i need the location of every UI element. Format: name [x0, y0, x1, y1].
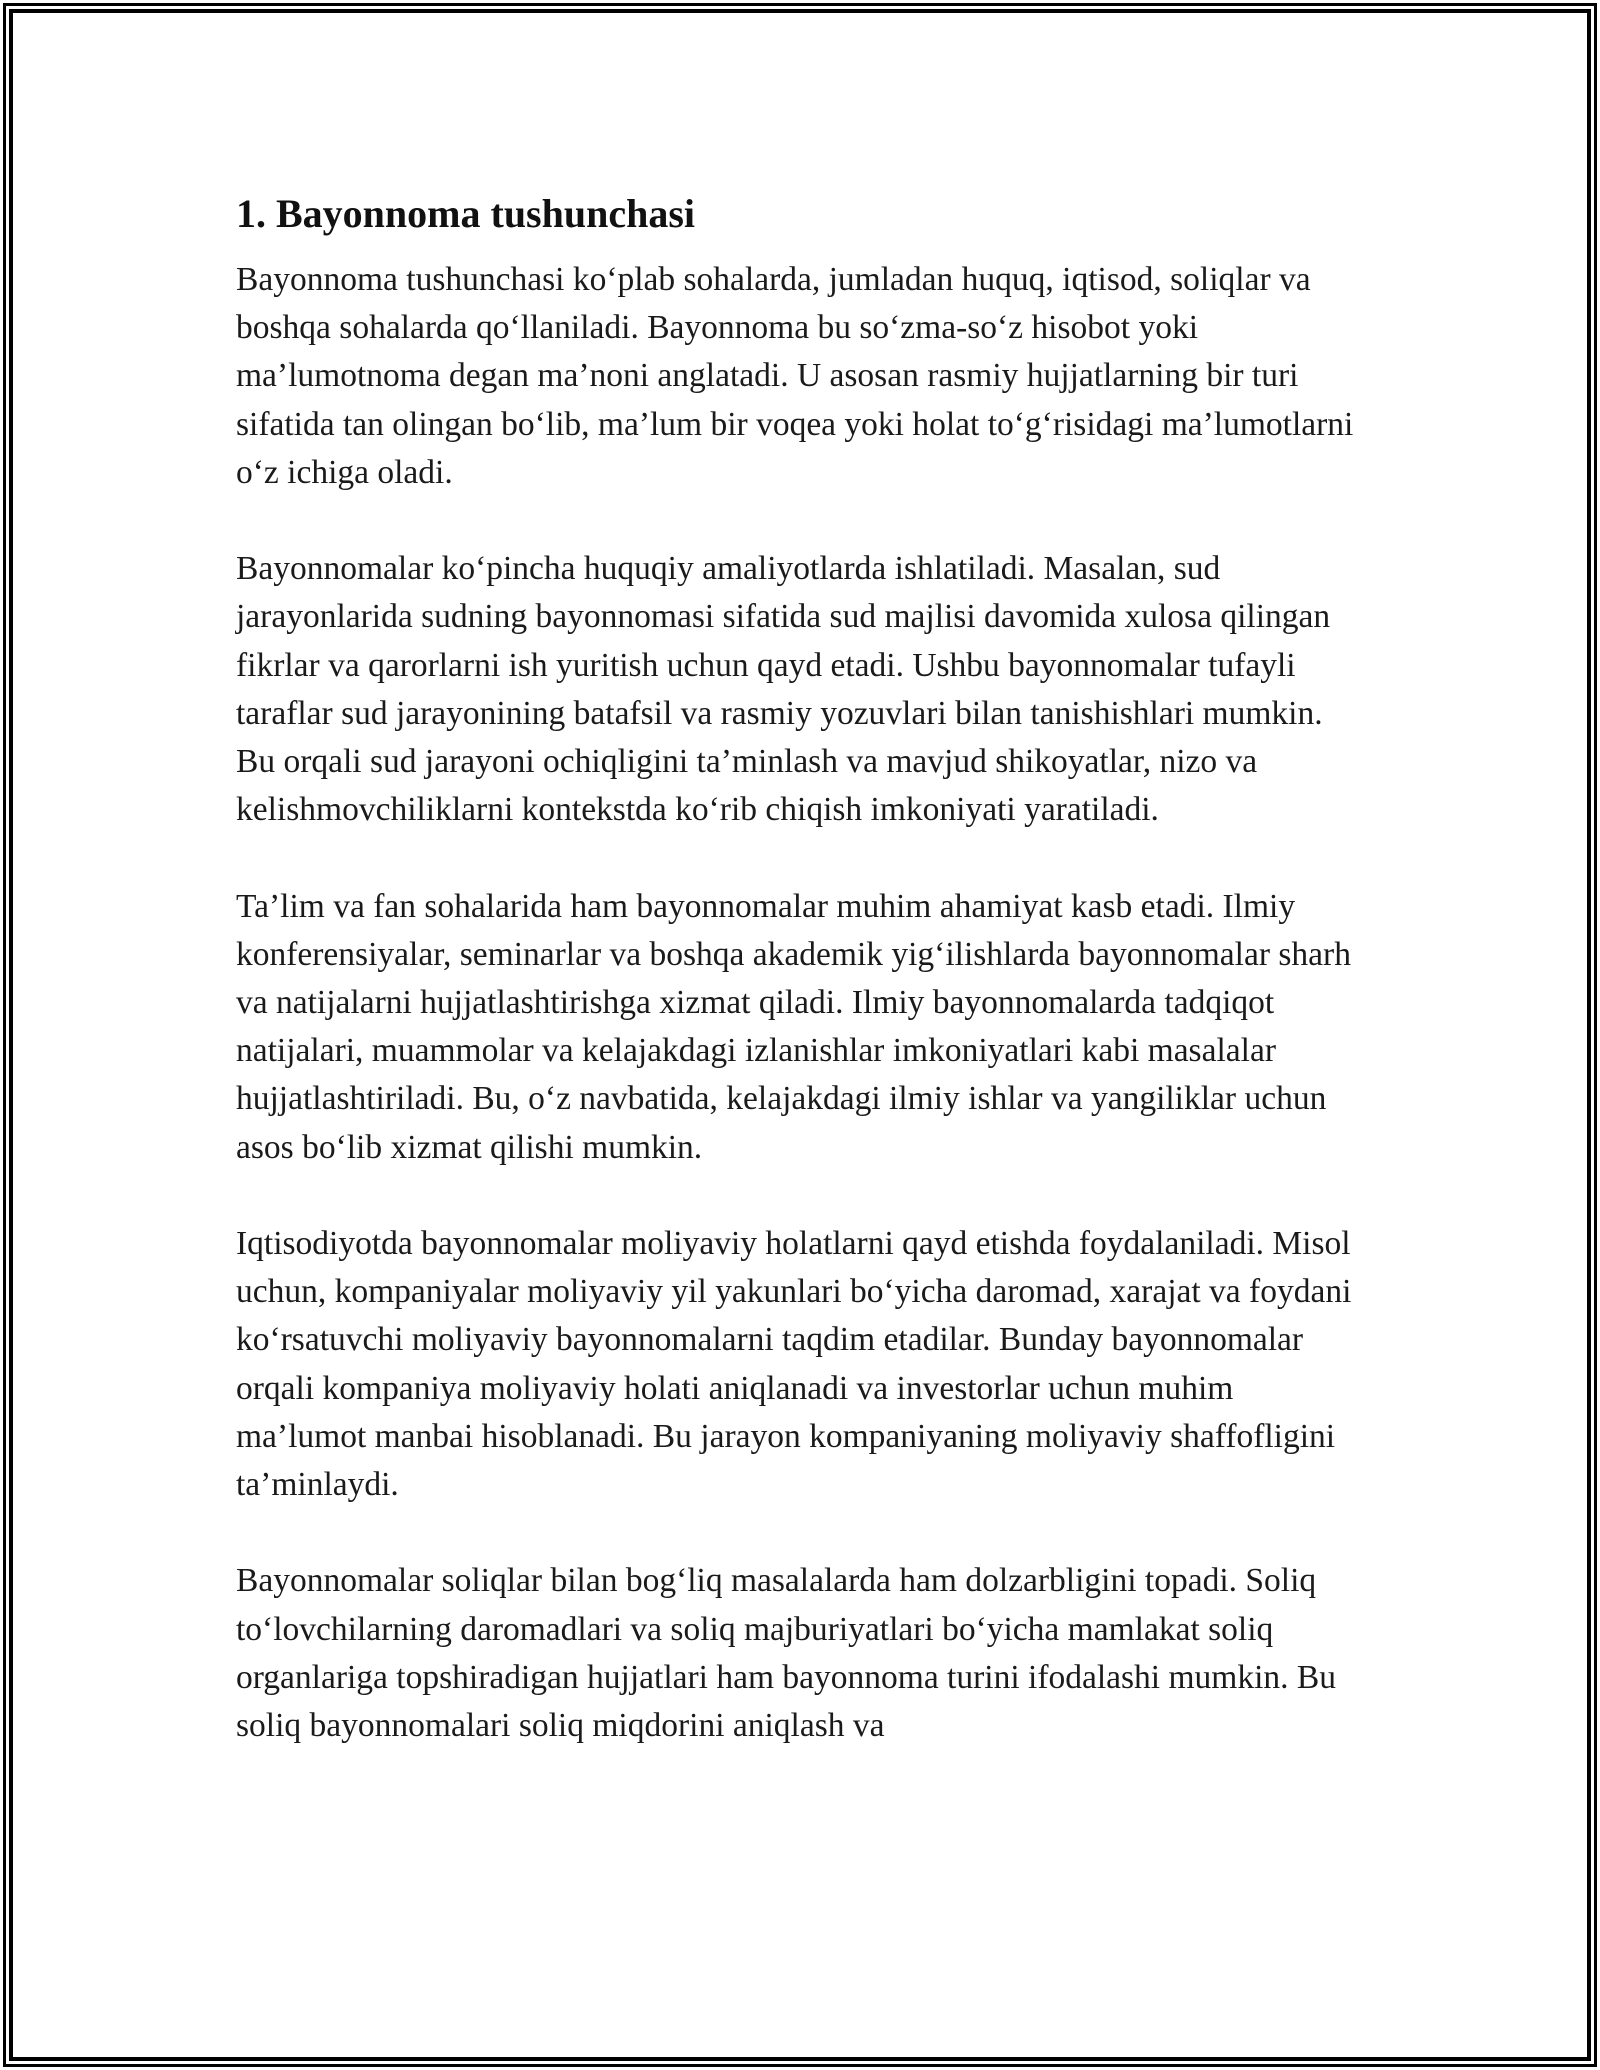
paragraph-legal: Bayonnomalar ko‘pincha huquqiy amaliyotlarda ishlatiladi. Masalan, sud jarayonlarida sudning bayonnomasi sifatida sud majlisi davomida xulosa qilingan fikrlar va qarorlarni ish yuritish uchun qayd etadi. Ushbu bayonnomalar tufayli taraflar sud jarayonining batafsil va rasmiy yozuvlari bilan tanishishlari mumkin. Bu orqali sud jarayoni ochiqligini ta’minlash va mavjud shikoyatlar, nizo va kelishmovchiliklarni kontekstda ko‘rib chiqish imkoniyati yaratiladi.	[236, 550, 1331, 829]
paragraph-economy: Iqtisodiyotda bayonnomalar moliyaviy holatlarni qayd etishda foydalaniladi. Misol uchun, kompaniyalar moliyaviy yil yakunlari bo‘yicha daromad, xarajat va foydani ko‘rsatuvchi moliyaviy bayonnomalarni taqdim etadilar. Bunday bayonnomalar orqali kompaniya moliyaviy holati aniqlanadi va investorlar uchun muhim ma’lumot manbai hisoblanadi. Bu jarayon kompaniyaning moliyaviy shaffofligini ta’minlaydi.	[236, 1225, 1352, 1504]
paragraph-taxes: Bayonnomalar soliqlar bilan bog‘liq masalalarda ham dolzarbligini topadi. Soliq to‘lovchilarning daromadlari va soliq majburiyatlari bo‘yicha mamlakat soliq organlariga topshiradigan hujjatlari ham bayonnoma turini ifodalashi mumkin. Bu soliq bayonnomalari soliq miqdorini aniqlash va	[236, 1562, 1337, 1745]
paragraph-education: Ta’lim va fan sohalarida ham bayonnomalar muhim ahamiyat kasb etadi. Ilmiy konferensiyalar, seminarlar va boshqa akademik yig‘ilishlarda bayonnomalar sharh va natijalarni hujjatlashtirishga xizmat qiladi. Ilmiy bayonnomalarda tadqiqot natijalari, muammolar va kelajakdagi izlanishlar imkoniyatlari kabi masalalar hujjatlashtiriladi. Bu, o‘z navbatida, kelajakdagi ilmiy ishlar va yangiliklar uchun asos bo‘lib xizmat qilishi mumkin.	[236, 887, 1351, 1166]
document-body	[236, 188, 1366, 1750]
paragraph-definition: Bayonnoma tushunchasi ko‘plab sohalarda, jumladan huquq, iqtisod, soliqlar va boshqa sohalarda qo‘llaniladi. Bayonnoma bu so‘zma-so‘z hisobot yoki ma’lumotnoma degan ma’noni anglatadi. U asosan rasmiy hujjatlarning bir turi sifatida tan olingan bo‘lib, ma’lum bir voqea yoki holat to‘g‘risidagi ma’lumotlarni o‘z ichiga oladi.	[236, 261, 1354, 491]
section-heading: 1. Bayonnoma tushunchasi	[236, 191, 696, 236]
